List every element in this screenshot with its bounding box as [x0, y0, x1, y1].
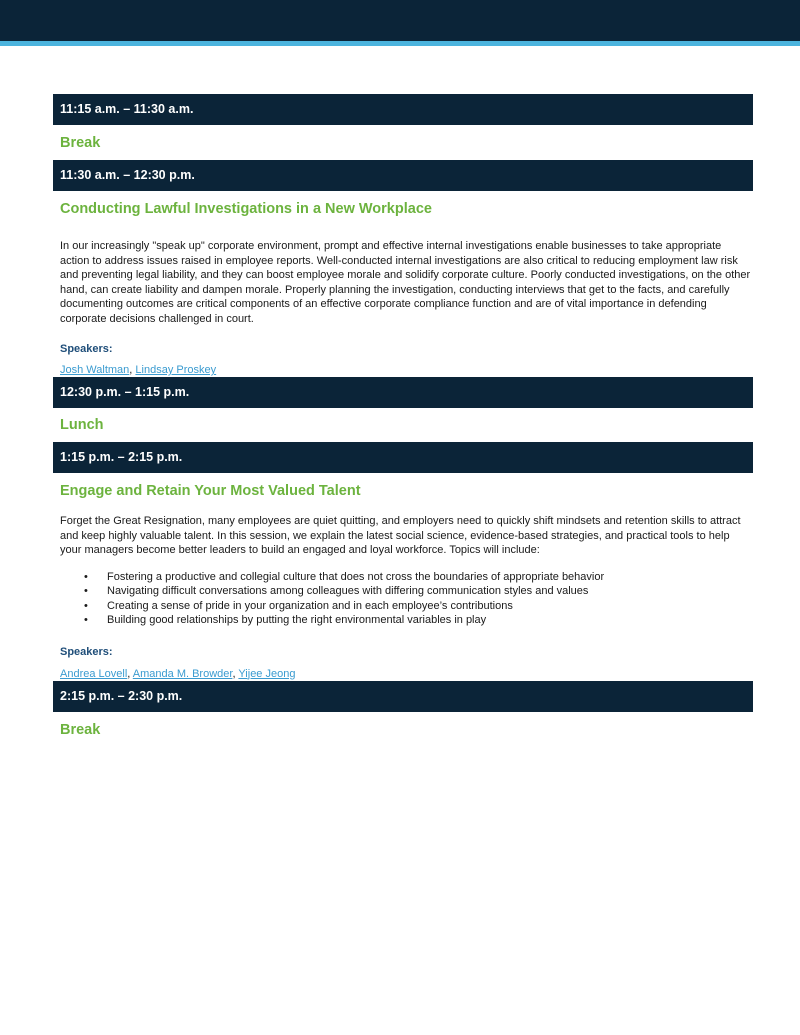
- session-description: Forget the Great Resignation, many employees are quiet quitting, and employers need to quickly shift mindsets and retention skills to attract and keep highly valuable talent. In this session, we explain the latest social science, evidence-based strategies, and practical tools to help your managers become better leaders to build an engaged and loyal workforce. Topics will include:: [60, 515, 741, 556]
- time-slot-bar: 2:15 p.m. – 2:30 p.m.: [53, 681, 753, 712]
- bullet-icon: •: [84, 614, 88, 626]
- speaker-link[interactable]: Amanda M. Browder: [132, 667, 233, 680]
- agenda: [53, 94, 753, 748]
- time-slot-bar: 12:30 p.m. – 1:15 p.m.: [53, 377, 753, 408]
- speaker-separator: ,: [127, 667, 133, 680]
- header-accent-stripe: [0, 41, 800, 46]
- session-title: Lunch: [60, 417, 104, 433]
- session-description: In our increasingly "speak up" corporate environment, prompt and effective internal investigations enable businesses to take appropriate action to address issues raised in employee reports. Well-conducted internal investigations are also critical to reducing employment law risk and preventing legal liability, and they can boost employee morale and solidify corporate culture. Poorly conducted investigations, on the other hand, can create liability and dampen morale. Properly planning the investigation, conducting interviews that get to the facts, and carefully documenting outcomes are critical components of an effective corporate compliance function and are of vital importance in defending corporate decisions challenged in court.: [60, 240, 751, 325]
- speaker-link[interactable]: Andrea Lovell: [60, 667, 128, 680]
- topic-item: • Creating a sense of pride in your organization and in each employee’s contributions: [84, 599, 513, 612]
- topic-item: • Navigating difficult conversations among colleagues with differing communication styles and values: [84, 585, 589, 597]
- session-title: Engage and Retain Your Most Valued Talent: [60, 483, 361, 499]
- topics-list: [53, 570, 753, 628]
- time-slot-bar: 11:15 a.m. – 11:30 a.m.: [53, 94, 753, 125]
- bullet-icon: •: [84, 570, 88, 583]
- time-slot-bar: 11:30 a.m. – 12:30 p.m.: [53, 160, 753, 191]
- speakers-label: Speakers:: [60, 645, 113, 658]
- speaker-link[interactable]: Josh Waltman: [60, 364, 130, 376]
- time-slot-bar: 1:15 p.m. – 2:15 p.m.: [53, 442, 753, 473]
- speaker-links: [53, 363, 753, 377]
- session-title: Break: [60, 135, 101, 151]
- speaker-link[interactable]: Lindsay Proskey: [135, 364, 217, 376]
- session-title: Conducting Lawful Investigations in a New Workplace: [60, 201, 432, 217]
- speakers-label: Speakers:: [60, 343, 113, 355]
- speaker-links: [53, 667, 753, 681]
- speaker-separator: ,: [129, 364, 136, 376]
- topic-item: • Building good relationships by putting the right environmental variables in play: [84, 614, 487, 626]
- header-bar: [0, 0, 800, 41]
- session-title: Break: [60, 721, 101, 738]
- topic-item: • Fostering a productive and collegial culture that does not cross the boundaries of appropriate behavior: [84, 570, 605, 583]
- bullet-icon: •: [84, 585, 88, 597]
- bullet-icon: •: [84, 599, 88, 612]
- speaker-separator: ,: [232, 667, 239, 680]
- speaker-link[interactable]: Yijee Jeong: [238, 667, 296, 680]
